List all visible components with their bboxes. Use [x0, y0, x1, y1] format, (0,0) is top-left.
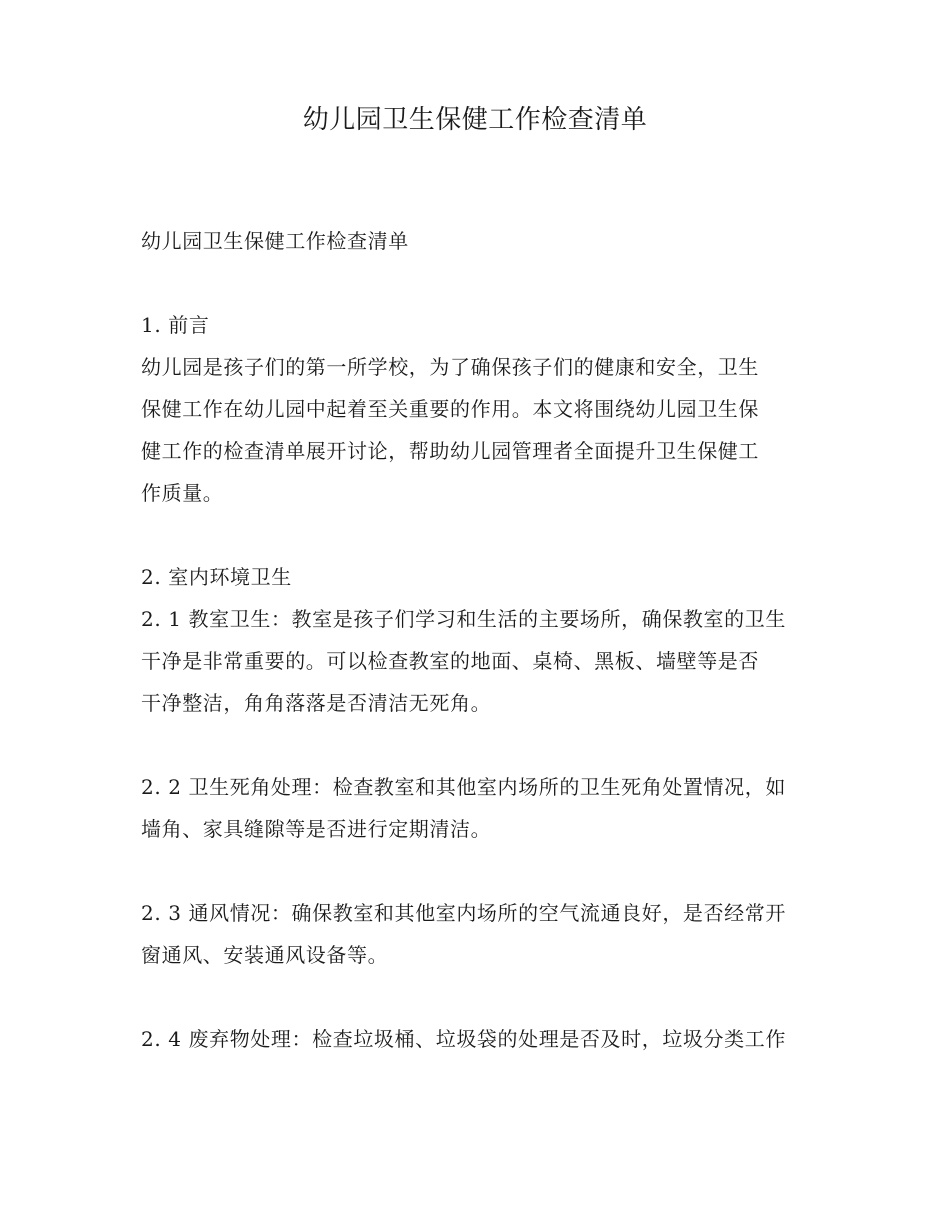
section-1-paragraph-line: 健工作的检查清单展开讨论，帮助幼儿园管理者全面提升卫生保健工: [141, 439, 759, 463]
spacer: [141, 850, 813, 892]
item-2-3-line: 2. 3 通风情况：确保教室和其他室内场所的空气流通良好，是否经常开: [141, 901, 786, 925]
item-2-1-line: 2. 1 教室卫生：教室是孩子们学习和生活的主要场所，确保教室的卫生: [141, 607, 786, 631]
section-2-heading: 2. 室内环境卫生: [141, 565, 292, 589]
item-2-1-line: 干净是非常重要的。可以检查教室的地面、桌椅、黑板、墙壁等是否: [141, 649, 759, 673]
spacer: [141, 262, 813, 304]
document-title: 幼儿园卫生保健工作检查清单: [302, 105, 648, 135]
section-1-paragraph-line: 保健工作在幼儿园中起着至关重要的作用。本文将围绕幼儿园卫生保: [141, 397, 759, 421]
spacer: [141, 724, 813, 766]
spacer: [141, 976, 813, 1018]
item-2-4-line: 2. 4 废弃物处理：检查垃圾桶、垃圾袋的处理是否及时，垃圾分类工作: [141, 1027, 786, 1051]
section-1-paragraph-line: 作质量。: [141, 481, 224, 505]
spacer: [141, 514, 813, 556]
section-1-heading: 1. 前言: [141, 313, 210, 337]
document-body: [141, 220, 813, 1060]
item-2-1-line: 干净整洁，角角落落是否清洁无死角。: [141, 691, 492, 715]
item-2-2-line: 墙角、家具缝隙等是否进行定期清洁。: [141, 817, 492, 841]
item-2-3-line: 窗通风、安装通风设备等。: [141, 943, 389, 967]
document-subtitle: 幼儿园卫生保健工作检查清单: [141, 229, 409, 253]
section-1-paragraph-line: 幼儿园是孩子们的第一所学校，为了确保孩子们的健康和安全，卫生: [141, 355, 759, 379]
item-2-2-line: 2. 2 卫生死角处理：检查教室和其他室内场所的卫生死角处置情况，如: [141, 775, 786, 799]
